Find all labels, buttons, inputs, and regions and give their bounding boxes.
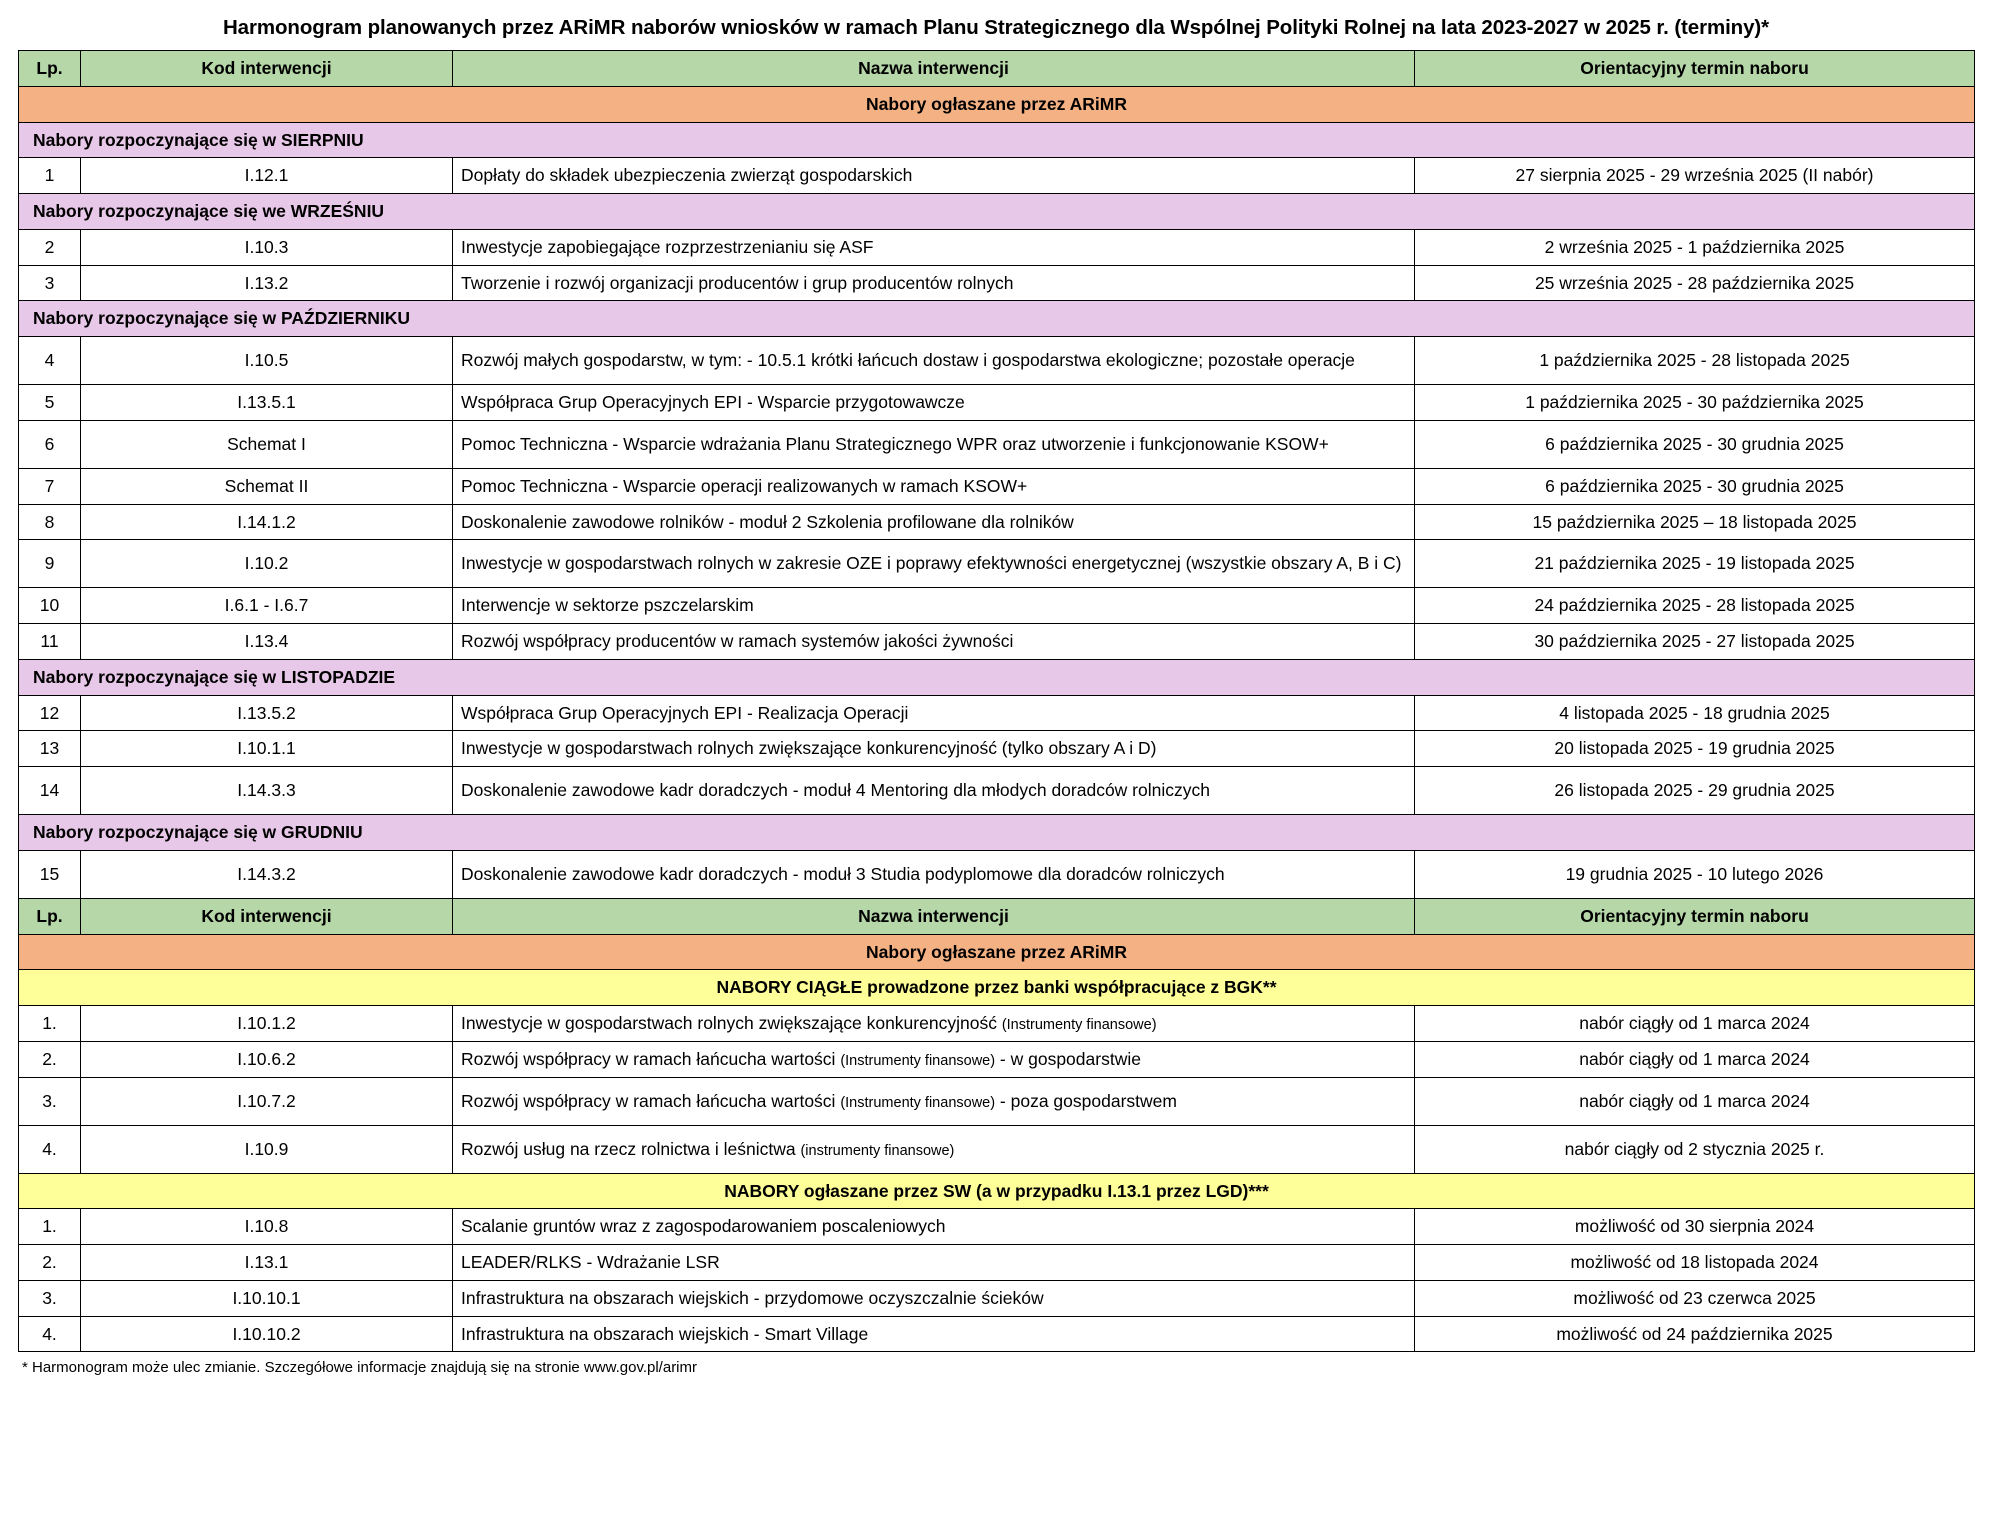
band-grudzien: Nabory rozpoczynające się w GRUDNIU (19, 815, 1975, 851)
row-code: I.13.1 (81, 1245, 453, 1281)
row-term: 26 listopada 2025 - 29 grudnia 2025 (1415, 767, 1975, 815)
row-name: Dopłaty do składek ubezpieczenia zwierząt gospodarskich (453, 158, 1415, 194)
row-code: I.10.1.1 (81, 731, 453, 767)
row-name-main: Rozwój usług na rzecz rolnictwa i leśnictwa (461, 1138, 796, 1159)
row-code: I.10.2 (81, 540, 453, 588)
row-name-main: Rozwój współpracy w ramach łańcucha wartości (461, 1048, 836, 1069)
row-name-note: (Instrumenty finansowe) (1001, 1017, 1157, 1033)
row-term: 25 września 2025 - 28 października 2025 (1415, 265, 1975, 301)
table-header-row-1 (19, 51, 1975, 87)
row-lp: 1. (19, 1006, 81, 1042)
row-lp: 10 (19, 588, 81, 624)
row-term: nabór ciągły od 1 marca 2024 (1415, 1041, 1975, 1077)
row-code: I.10.9 (81, 1125, 453, 1173)
row-name: Rozwój współpracy producentów w ramach systemów jakości żywności (453, 624, 1415, 660)
row-name: Doskonalenie zawodowe rolników - moduł 2 Szkolenia profilowane dla rolników (453, 504, 1415, 540)
row-name-note: (Instrumenty finansowe) (840, 1094, 996, 1111)
row-code: I.13.4 (81, 624, 453, 660)
row-code: I.12.1 (81, 158, 453, 194)
table-row (19, 850, 1975, 898)
band-row-sierpien (19, 122, 1975, 158)
row-term: 1 października 2025 - 30 października 2025 (1415, 385, 1975, 421)
row-term: 21 października 2025 - 19 listopada 2025 (1415, 540, 1975, 588)
row-name: Inwestycje w gospodarstwach rolnych zwiększające konkurencyjność (tylko obszary A i D) (453, 731, 1415, 767)
row-term: 15 października 2025 – 18 listopada 2025 (1415, 504, 1975, 540)
row-lp: 2. (19, 1245, 81, 1281)
table-row (19, 1316, 1975, 1352)
table-row (19, 265, 1975, 301)
row-code: I.13.2 (81, 265, 453, 301)
row-lp: 3. (19, 1077, 81, 1125)
band-row-wrzesien (19, 194, 1975, 230)
band-row-pazdziernik (19, 301, 1975, 337)
table-row (19, 1006, 1975, 1042)
row-name: Interwencje w sektorze pszczelarskim (453, 588, 1415, 624)
row-code: I.10.7.2 (81, 1077, 453, 1125)
band-row-bgk (19, 970, 1975, 1006)
row-term: 19 grudnia 2025 - 10 lutego 2026 (1415, 850, 1975, 898)
band-wrzesien: Nabory rozpoczynające się we WRZEŚNIU (19, 194, 1975, 230)
row-name: Współpraca Grup Operacyjnych EPI - Wsparcie przygotowawcze (453, 385, 1415, 421)
row-code: I.13.5.2 (81, 695, 453, 731)
row-term: możliwość od 18 listopada 2024 (1415, 1245, 1975, 1281)
page-title: Harmonogram planowanych przez ARiMR naborów wniosków w ramach Planu Strategicznego dla Wspólnej Polityki Rolnej na lata 2023-2027 w 2025 r. (terminy)* (222, 16, 1770, 39)
row-lp: 15 (19, 850, 81, 898)
row-name-note: (instrumenty finansowe) (800, 1142, 955, 1159)
table-row (19, 1041, 1975, 1077)
table-row (19, 540, 1975, 588)
row-lp: 4 (19, 337, 81, 385)
column-header-name: Nazwa interwencji (453, 898, 1415, 934)
row-lp: 5 (19, 385, 81, 421)
table-row (19, 468, 1975, 504)
table-row (19, 1209, 1975, 1245)
row-name: Tworzenie i rozwój organizacji producentów i grup producentów rolnych (453, 265, 1415, 301)
row-name: Pomoc Techniczna - Wsparcie operacji realizowanych w ramach KSOW+ (453, 468, 1415, 504)
row-term: nabór ciągły od 2 stycznia 2025 r. (1415, 1125, 1975, 1173)
row-term: możliwość od 30 sierpnia 2024 (1415, 1209, 1975, 1245)
band-bgk: NABORY CIĄGŁE prowadzone przez banki współpracujące z BGK** (19, 970, 1975, 1006)
row-name-tail: - poza gospodarstwem (995, 1090, 1177, 1111)
row-lp: 3 (19, 265, 81, 301)
column-header-code: Kod interwencji (81, 51, 453, 87)
row-name (453, 1125, 1415, 1173)
row-name: Rozwój małych gospodarstw, w tym: - 10.5.1 krótki łańcuch dostaw i gospodarstwa ekologiczne; pozostałe operacje (453, 337, 1415, 385)
column-header-term: Orientacyjny termin naboru (1415, 51, 1975, 87)
table-row (19, 1245, 1975, 1281)
row-lp: 12 (19, 695, 81, 731)
row-code: I.10.8 (81, 1209, 453, 1245)
column-header-lp: Lp. (19, 51, 81, 87)
table-row (19, 767, 1975, 815)
table-row (19, 695, 1975, 731)
band-row-grudzien (19, 815, 1975, 851)
row-term: 24 października 2025 - 28 listopada 2025 (1415, 588, 1975, 624)
row-lp: 1 (19, 158, 81, 194)
row-code: I.13.5.1 (81, 385, 453, 421)
table-row (19, 229, 1975, 265)
row-code: I.10.6.2 (81, 1041, 453, 1077)
row-code: I.10.10.1 (81, 1280, 453, 1316)
table-header-row-2 (19, 898, 1975, 934)
band-listopad: Nabory rozpoczynające się w LISTOPADZIE (19, 659, 1975, 695)
row-term: 4 listopada 2025 - 18 grudnia 2025 (1415, 695, 1975, 731)
row-lp: 13 (19, 731, 81, 767)
row-code: I.14.3.3 (81, 767, 453, 815)
table-row (19, 1077, 1975, 1125)
row-term: 27 sierpnia 2025 - 29 września 2025 (II nabór) (1415, 158, 1975, 194)
row-lp: 14 (19, 767, 81, 815)
row-term: 1 października 2025 - 28 listopada 2025 (1415, 337, 1975, 385)
table-row (19, 1125, 1975, 1173)
row-name-main: Rozwój współpracy w ramach łańcucha wartości (461, 1090, 836, 1111)
table-row (19, 504, 1975, 540)
row-name-note: (Instrumenty finansowe) (840, 1052, 996, 1069)
table-row (19, 337, 1975, 385)
row-lp: 8 (19, 504, 81, 540)
column-header-term: Orientacyjny termin naboru (1415, 898, 1975, 934)
row-lp: 11 (19, 624, 81, 660)
row-code: I.10.5 (81, 337, 453, 385)
row-lp: 7 (19, 468, 81, 504)
row-code: I.6.1 - I.6.7 (81, 588, 453, 624)
band-arimr: Nabory ogłaszane przez ARiMR (19, 86, 1975, 122)
row-term: 30 października 2025 - 27 listopada 2025 (1415, 624, 1975, 660)
table-row (19, 588, 1975, 624)
row-term: możliwość od 24 października 2025 (1415, 1316, 1975, 1352)
band-arimr: Nabory ogłaszane przez ARiMR (19, 934, 1975, 970)
table-row (19, 158, 1975, 194)
band-row-listopad (19, 659, 1975, 695)
band-sierpien: Nabory rozpoczynające się w SIERPNIU (19, 122, 1975, 158)
table-row (19, 1280, 1975, 1316)
row-lp: 1. (19, 1209, 81, 1245)
row-lp: 6 (19, 420, 81, 468)
column-header-name: Nazwa interwencji (453, 51, 1415, 87)
row-code: Schemat II (81, 468, 453, 504)
row-name (453, 1041, 1415, 1077)
column-header-lp: Lp. (19, 898, 81, 934)
row-name (453, 1077, 1415, 1125)
schedule-table (18, 50, 1975, 1352)
footnote: * Harmonogram może ulec zmianie. Szczegółowe informacje znajdują się na stronie www.gov.pl/arimr (22, 1359, 698, 1377)
row-name: Doskonalenie zawodowe kadr doradczych - moduł 3 Studia podyplomowe dla doradców rolniczych (453, 850, 1415, 898)
band-row-sw (19, 1173, 1975, 1209)
row-name-tail: - w gospodarstwie (995, 1048, 1141, 1069)
band-row-arimr-1 (19, 86, 1975, 122)
row-name (453, 1006, 1415, 1042)
row-term: 2 września 2025 - 1 października 2025 (1415, 229, 1975, 265)
row-name: Inwestycje zapobiegające rozprzestrzenianiu się ASF (453, 229, 1415, 265)
row-name: Współpraca Grup Operacyjnych EPI - Realizacja Operacji (453, 695, 1415, 731)
row-lp: 2. (19, 1041, 81, 1077)
row-lp: 2 (19, 229, 81, 265)
table-row (19, 731, 1975, 767)
column-header-code: Kod interwencji (81, 898, 453, 934)
table-row (19, 385, 1975, 421)
row-lp: 4. (19, 1316, 81, 1352)
row-name: Infrastruktura na obszarach wiejskich - Smart Village (453, 1316, 1415, 1352)
row-code: I.10.10.2 (81, 1316, 453, 1352)
row-name: Scalanie gruntów wraz z zagospodarowaniem poscaleniowych (453, 1209, 1415, 1245)
row-code: Schemat I (81, 420, 453, 468)
row-code: I.14.1.2 (81, 504, 453, 540)
band-row-arimr-2 (19, 934, 1975, 970)
row-code: I.14.3.2 (81, 850, 453, 898)
row-term: możliwość od 23 czerwca 2025 (1415, 1280, 1975, 1316)
table-row (19, 624, 1975, 660)
row-term: 20 listopada 2025 - 19 grudnia 2025 (1415, 731, 1975, 767)
row-code: I.10.3 (81, 229, 453, 265)
row-term: nabór ciągły od 1 marca 2024 (1415, 1077, 1975, 1125)
row-term: 6 października 2025 - 30 grudnia 2025 (1415, 468, 1975, 504)
row-term: nabór ciągły od 1 marca 2024 (1415, 1006, 1975, 1042)
row-term: 6 października 2025 - 30 grudnia 2025 (1415, 420, 1975, 468)
table-row (19, 420, 1975, 468)
row-name: Pomoc Techniczna - Wsparcie wdrażania Planu Strategicznego WPR oraz utworzenie i funkcjonowanie KSOW+ (453, 420, 1415, 468)
row-name-main: Inwestycje w gospodarstwach rolnych zwiększające konkurencyjność (461, 1013, 997, 1033)
band-sw: NABORY ogłaszane przez SW (a w przypadku I.13.1 przez LGD)*** (19, 1173, 1975, 1209)
row-name: Infrastruktura na obszarach wiejskich - przydomowe oczyszczalnie ścieków (453, 1280, 1415, 1316)
row-lp: 9 (19, 540, 81, 588)
row-code: I.10.1.2 (81, 1006, 453, 1042)
band-pazdziernik: Nabory rozpoczynające się w PAŹDZIERNIKU (19, 301, 1975, 337)
row-name: Doskonalenie zawodowe kadr doradczych - moduł 4 Mentoring dla młodych doradców rolniczych (453, 767, 1415, 815)
row-lp: 3. (19, 1280, 81, 1316)
row-name: Inwestycje w gospodarstwach rolnych w zakresie OZE i poprawy efektywności energetycznej (wszystkie obszary A, B i C) (453, 540, 1415, 588)
row-lp: 4. (19, 1125, 81, 1173)
row-name: LEADER/RLKS - Wdrażanie LSR (453, 1245, 1415, 1281)
